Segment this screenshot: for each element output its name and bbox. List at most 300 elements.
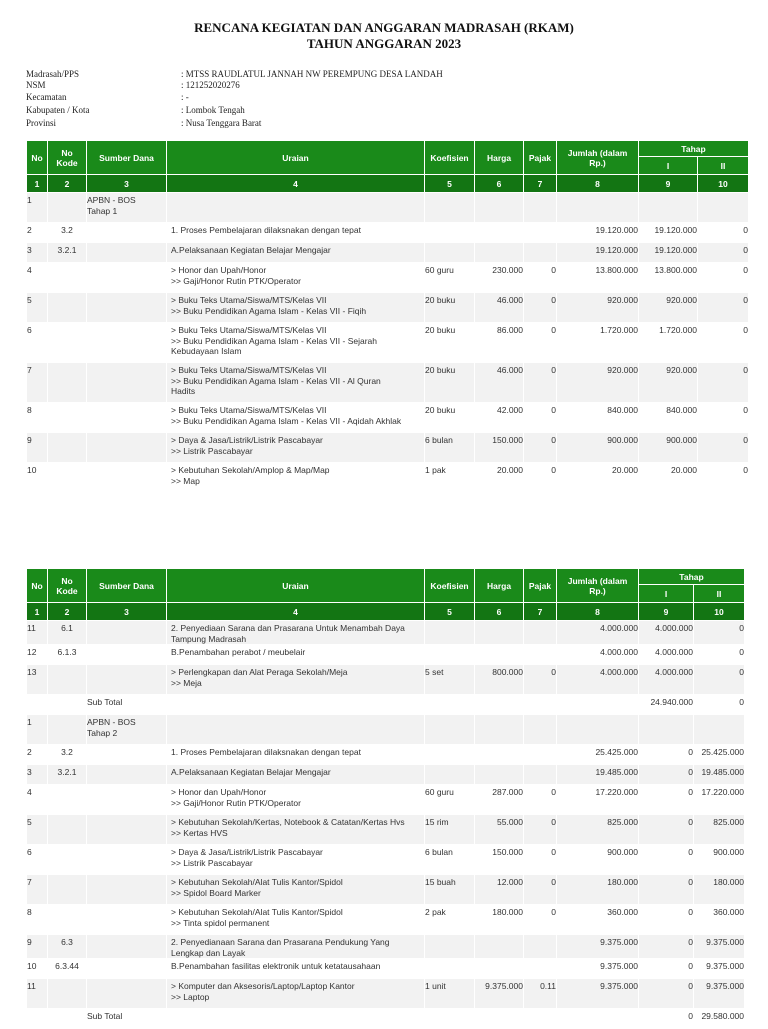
row-kode: 3.2 (48, 745, 87, 765)
row-jumlah: 9.375.000 (557, 979, 639, 1009)
row-uraian (167, 323, 425, 363)
row-harga (475, 621, 524, 645)
row-uraian (167, 665, 425, 695)
row-jumlah: 1.720.000 (557, 323, 639, 363)
row-tahap-2: 29.580.000 (694, 1009, 745, 1029)
uraian-line: A.Pelaksanaan Kegiatan Belajar Mengajar (171, 767, 331, 777)
col-number: 6 (475, 603, 524, 621)
uraian-line: > Perlengkapan dan Alat Peraga Sekolah/Meja (171, 667, 348, 677)
uraian-line: >> Kertas HVS (171, 827, 228, 838)
row-koefisien (425, 645, 475, 665)
row-number: 8 (27, 403, 48, 433)
info-label: Provinsi (26, 118, 57, 129)
row-tahap-2: 180.000 (694, 875, 745, 905)
row-pajak: 0.11 (524, 979, 557, 1009)
table-row (27, 745, 745, 765)
info-value: : Lombok Tengah (181, 105, 245, 116)
col-number: 8 (557, 603, 639, 621)
col-number: 7 (524, 603, 557, 621)
table-row (27, 621, 745, 645)
row-pajak (524, 935, 557, 959)
row-tahap-2: 0 (698, 463, 749, 493)
row-pajak: 0 (524, 403, 557, 433)
row-jumlah: 9.375.000 (557, 935, 639, 959)
row-tahap-1 (639, 193, 698, 223)
row-harga: 86.000 (475, 323, 524, 363)
uraian-line: >> Listrik Pascabayar (171, 445, 253, 456)
uraian-line: >> Meja (171, 677, 202, 688)
row-sumber-dana (87, 433, 167, 463)
row-kode (48, 845, 87, 875)
row-harga (475, 223, 524, 243)
col-number: 10 (694, 603, 745, 621)
row-pajak: 0 (524, 815, 557, 845)
row-tahap-2: 0 (698, 363, 749, 403)
uraian-line: >> Tinta spidol permanent (171, 917, 270, 928)
col-number: 6 (475, 175, 524, 193)
col-jumlah: Jumlah (dalam Rp.) (557, 569, 639, 603)
row-sumber-dana (87, 715, 167, 745)
row-sumber-dana (87, 905, 167, 935)
row-harga: 42.000 (475, 403, 524, 433)
row-koefisien: 20 buku (425, 293, 475, 323)
table-header (27, 569, 745, 621)
row-tahap-2: 825.000 (694, 815, 745, 845)
row-jumlah (557, 1009, 639, 1029)
row-harga (475, 695, 524, 715)
row-tahap-1: 4.000.000 (639, 665, 694, 695)
row-jumlah: 180.000 (557, 875, 639, 905)
row-pajak: 0 (524, 323, 557, 363)
row-pajak: 0 (524, 785, 557, 815)
info-label: NSM (26, 79, 46, 90)
row-sumber-dana (87, 845, 167, 875)
row-koefisien (425, 223, 475, 243)
row-jumlah: 25.425.000 (557, 745, 639, 765)
row-tahap-2: 25.425.000 (694, 745, 745, 765)
row-tahap-1: 20.000 (639, 463, 698, 493)
row-tahap-1: 19.120.000 (639, 243, 698, 263)
row-jumlah: 17.220.000 (557, 785, 639, 815)
col-tahap-2: II (694, 585, 745, 603)
row-jumlah: 900.000 (557, 433, 639, 463)
row-tahap-2: 19.485.000 (694, 765, 745, 785)
col-harga: Harga (475, 141, 524, 175)
table-row (27, 785, 745, 815)
report-subtitle: TAHUN ANGGARAN 2023 (306, 36, 462, 51)
col-koefisien: Koefisien (425, 141, 475, 175)
row-tahap-2: 0 (698, 243, 749, 263)
col-number: 9 (639, 175, 698, 193)
row-kode (48, 463, 87, 493)
col-no: No (27, 569, 48, 603)
col-tahap: Tahap (639, 141, 749, 157)
row-number: 5 (27, 293, 48, 323)
row-kode: 6.3 (48, 935, 87, 959)
row-uraian (167, 263, 425, 293)
row-pajak (524, 193, 557, 223)
row-number: 3 (27, 243, 48, 263)
row-sumber-dana (87, 765, 167, 785)
uraian-line: >> Spidol Board Marker (171, 887, 261, 898)
table-row (27, 363, 749, 403)
uraian-line: A.Pelaksanaan Kegiatan Belajar Mengajar (171, 245, 331, 255)
row-koefisien (425, 959, 475, 979)
row-kode (48, 363, 87, 403)
row-sumber-dana (87, 223, 167, 243)
row-pajak (524, 695, 557, 715)
col-pajak: Pajak (524, 569, 557, 603)
row-pajak (524, 765, 557, 785)
row-kode: 3.2.1 (48, 765, 87, 785)
row-uraian (167, 193, 425, 223)
row-koefisien (425, 193, 475, 223)
row-koefisien: 2 pak (425, 905, 475, 935)
uraian-line: B.Penambahan perabot / meubelair (171, 647, 306, 657)
row-number: 1 (27, 193, 48, 223)
row-harga: 20.000 (475, 463, 524, 493)
uraian-line: >> Listrik Pascabayar (171, 857, 253, 868)
table-row (27, 323, 749, 363)
table-row (27, 193, 749, 223)
col-number: 3 (87, 603, 167, 621)
row-sumber-dana (87, 363, 167, 403)
row-kode: 6.1.3 (48, 645, 87, 665)
uraian-line: >> Buku Pendidikan Agama Islam - Kelas VII - Sejarah (171, 335, 378, 346)
row-jumlah: 920.000 (557, 363, 639, 403)
row-number: 8 (27, 905, 48, 935)
uraian-line: 2. Penyediaan Sarana dan Prasarana Untuk Menambah Daya Tampung Madrasah (171, 623, 405, 644)
row-kode (48, 815, 87, 845)
row-jumlah: 20.000 (557, 463, 639, 493)
row-number: 10 (27, 959, 48, 979)
row-tahap-2: 900.000 (694, 845, 745, 875)
table-row (27, 223, 749, 243)
row-jumlah: 9.375.000 (557, 959, 639, 979)
row-tahap-1: 4.000.000 (639, 621, 694, 645)
row-sumber-dana (87, 293, 167, 323)
row-uraian (167, 979, 425, 1009)
col-number: 3 (87, 175, 167, 193)
row-pajak: 0 (524, 263, 557, 293)
row-sumber-dana (87, 665, 167, 695)
row-harga (475, 765, 524, 785)
uraian-line: >> Gaji/Honor Rutin PTK/Operator (171, 797, 301, 808)
row-jumlah: 920.000 (557, 293, 639, 323)
uraian-line: > Daya & Jasa/Listrik/Listrik Pascabayar (171, 435, 323, 445)
col-kode: No Kode (48, 569, 87, 603)
row-number: 13 (27, 665, 48, 695)
row-number: 3 (27, 765, 48, 785)
row-uraian (167, 363, 425, 403)
row-kode (48, 979, 87, 1009)
row-number: 7 (27, 363, 48, 403)
row-uraian (167, 959, 425, 979)
row-kode (48, 193, 87, 223)
row-pajak: 0 (524, 665, 557, 695)
row-tahap-1: 900.000 (639, 433, 698, 463)
col-sumber-dana: Sumber Dana (87, 569, 167, 603)
info-label: Madrasah/PPS (26, 69, 80, 79)
row-pajak (524, 223, 557, 243)
table-row (27, 979, 745, 1009)
row-kode: 3.2 (48, 223, 87, 243)
row-tahap-2: 0 (698, 293, 749, 323)
row-uraian (167, 463, 425, 493)
row-kode (48, 875, 87, 905)
row-jumlah: 4.000.000 (557, 665, 639, 695)
row-tahap-2: 0 (698, 263, 749, 293)
row-pajak (524, 243, 557, 263)
table-row (27, 695, 745, 715)
row-tahap-2 (694, 715, 745, 745)
row-pajak: 0 (524, 363, 557, 403)
row-tahap-1: 0 (639, 845, 694, 875)
row-koefisien: 5 set (425, 665, 475, 695)
row-harga: 12.000 (475, 875, 524, 905)
row-jumlah (557, 193, 639, 223)
row-uraian (167, 715, 425, 745)
row-tahap-2: 0 (694, 665, 745, 695)
table-row (27, 815, 745, 845)
row-tahap-2: 360.000 (694, 905, 745, 935)
info-label: Kecamatan (26, 92, 67, 103)
uraian-line: > Daya & Jasa/Listrik/Listrik Pascabayar (171, 847, 323, 857)
row-number: 6 (27, 845, 48, 875)
row-sumber-dana (87, 935, 167, 959)
row-number: 7 (27, 875, 48, 905)
row-koefisien: 60 guru (425, 263, 475, 293)
report-title: RENCANA KEGIATAN DAN ANGGARAN MADRASAH (RKAM) (194, 20, 574, 35)
row-tahap-2: 9.375.000 (694, 935, 745, 959)
row-number: 9 (27, 433, 48, 463)
row-harga (475, 1009, 524, 1029)
row-jumlah: 13.800.000 (557, 263, 639, 293)
row-number: 6 (27, 323, 48, 363)
row-kode (48, 715, 87, 745)
row-harga: 287.000 (475, 785, 524, 815)
row-tahap-1: 0 (639, 745, 694, 765)
uraian-line: > Buku Teks Utama/Siswa/MTS/Kelas VII (171, 365, 327, 375)
row-sumber-dana (87, 323, 167, 363)
row-tahap-1: 920.000 (639, 363, 698, 403)
row-sumber-dana (87, 695, 167, 715)
uraian-line: > Honor dan Upah/Honor (171, 265, 267, 275)
row-harga (475, 745, 524, 765)
row-uraian (167, 815, 425, 845)
row-sumber-dana (87, 463, 167, 493)
row-jumlah: 900.000 (557, 845, 639, 875)
row-number: 11 (27, 979, 48, 1009)
row-pajak (524, 1009, 557, 1029)
row-tahap-2: 0 (694, 695, 745, 715)
row-jumlah: 825.000 (557, 815, 639, 845)
row-tahap-1 (639, 715, 694, 745)
uraian-line: > Kebutuhan Sekolah/Kertas, Notebook & Catatan/Kertas Hvs (171, 817, 405, 827)
table-row (27, 293, 749, 323)
sumber-line: APBN - BOS (87, 717, 136, 727)
row-sumber-dana (87, 979, 167, 1009)
row-kode (48, 433, 87, 463)
row-sumber-dana (87, 645, 167, 665)
uraian-line: >> Buku Pendidikan Agama Islam - Kelas VII - Al Quran (171, 375, 381, 386)
row-harga (475, 935, 524, 959)
uraian-line: 1. Proses Pembelajaran dilaksnakan dengan tepat (171, 747, 361, 757)
col-no: No (27, 141, 48, 175)
row-kode (48, 695, 87, 715)
row-uraian (167, 875, 425, 905)
row-tahap-1: 0 (639, 815, 694, 845)
row-koefisien: 6 bulan (425, 433, 475, 463)
table-row (27, 665, 745, 695)
row-sumber-dana (87, 263, 167, 293)
uraian-line: > Kebutuhan Sekolah/Amplop & Map/Map (171, 465, 330, 475)
row-sumber-dana (87, 959, 167, 979)
row-number (27, 1009, 48, 1029)
uraian-line: Kebudayaan Islam (171, 346, 242, 356)
row-number: 4 (27, 263, 48, 293)
row-uraian (167, 645, 425, 665)
row-harga: 46.000 (475, 363, 524, 403)
row-tahap-1: 920.000 (639, 293, 698, 323)
uraian-line: B.Penambahan fasilitas elektronik untuk ketatausahaan (171, 961, 381, 971)
row-tahap-1: 0 (639, 935, 694, 959)
row-jumlah: 840.000 (557, 403, 639, 433)
table-row (27, 935, 745, 959)
row-uraian (167, 1009, 425, 1029)
row-uraian (167, 695, 425, 715)
uraian-line: >> Buku Pendidikan Agama Islam - Kelas VII - Aqidah Akhlak (171, 415, 402, 426)
row-koefisien (425, 621, 475, 645)
row-harga: 800.000 (475, 665, 524, 695)
table-row (27, 243, 749, 263)
row-pajak: 0 (524, 293, 557, 323)
row-tahap-1: 0 (639, 979, 694, 1009)
row-tahap-2: 0 (694, 621, 745, 645)
info-value: : 121252020276 (181, 79, 240, 90)
row-kode (48, 323, 87, 363)
row-kode: 6.3.44 (48, 959, 87, 979)
row-tahap-1: 0 (639, 785, 694, 815)
table-row (27, 845, 745, 875)
uraian-line: > Honor dan Upah/Honor (171, 787, 267, 797)
info-value: : - (181, 92, 189, 103)
uraian-line: >> Buku Pendidikan Agama Islam - Kelas VII - Fiqih (171, 305, 367, 316)
col-number: 1 (27, 175, 48, 193)
row-tahap-1: 0 (639, 959, 694, 979)
row-koefisien (425, 243, 475, 263)
row-tahap-2: 0 (698, 223, 749, 243)
row-uraian (167, 403, 425, 433)
uraian-line: > Kebutuhan Sekolah/Alat Tulis Kantor/Spidol (171, 907, 343, 917)
info-label: Kabupaten / Kota (26, 105, 90, 116)
sumber-line: Sub Total (87, 697, 123, 707)
row-tahap-1: 0 (639, 905, 694, 935)
row-koefisien: 6 bulan (425, 845, 475, 875)
row-harga (475, 193, 524, 223)
col-jumlah: Jumlah (dalam Rp.) (557, 141, 639, 175)
row-koefisien: 15 rim (425, 815, 475, 845)
uraian-line: > Buku Teks Utama/Siswa/MTS/Kelas VII (171, 295, 327, 305)
uraian-line: > Komputer dan Aksesoris/Laptop/Laptop Kantor (171, 981, 355, 991)
row-number: 11 (27, 621, 48, 645)
table-row (27, 715, 745, 745)
row-uraian (167, 935, 425, 959)
budget-table-page2 (26, 568, 745, 1029)
row-pajak: 0 (524, 463, 557, 493)
info-value: : MTSS RAUDLATUL JANNAH NW PEREMPUNG DESA LANDAH (181, 69, 443, 79)
row-kode (48, 665, 87, 695)
table-header (27, 141, 749, 193)
row-sumber-dana (87, 745, 167, 765)
row-harga: 230.000 (475, 263, 524, 293)
row-pajak (524, 645, 557, 665)
row-tahap-1: 0 (639, 875, 694, 905)
row-uraian (167, 845, 425, 875)
row-tahap-2: 0 (694, 645, 745, 665)
row-jumlah (557, 715, 639, 745)
uraian-line: > Buku Teks Utama/Siswa/MTS/Kelas VII (171, 405, 327, 415)
row-number: 10 (27, 463, 48, 493)
row-kode: 6.1 (48, 621, 87, 645)
row-tahap-1: 4.000.000 (639, 645, 694, 665)
col-harga: Harga (475, 569, 524, 603)
col-uraian: Uraian (167, 569, 425, 603)
table-row (27, 1009, 745, 1029)
row-koefisien: 60 guru (425, 785, 475, 815)
uraian-line: > Kebutuhan Sekolah/Alat Tulis Kantor/Spidol (171, 877, 343, 887)
row-tahap-1: 13.800.000 (639, 263, 698, 293)
row-pajak: 0 (524, 905, 557, 935)
table-row (27, 905, 745, 935)
sumber-line: Tahap 1 (87, 205, 118, 216)
row-koefisien: 1 unit (425, 979, 475, 1009)
row-uraian (167, 243, 425, 263)
row-tahap-2: 0 (698, 403, 749, 433)
uraian-line: > Buku Teks Utama/Siswa/MTS/Kelas VII (171, 325, 327, 335)
row-kode (48, 293, 87, 323)
row-koefisien (425, 935, 475, 959)
row-uraian (167, 433, 425, 463)
row-koefisien: 15 buah (425, 875, 475, 905)
row-tahap-1: 1.720.000 (639, 323, 698, 363)
row-harga (475, 715, 524, 745)
table-row (27, 765, 745, 785)
row-pajak (524, 621, 557, 645)
col-number: 9 (639, 603, 694, 621)
row-jumlah: 4.000.000 (557, 621, 639, 645)
row-tahap-1: 0 (639, 765, 694, 785)
row-number: 2 (27, 223, 48, 243)
row-tahap-2: 9.375.000 (694, 959, 745, 979)
row-kode (48, 785, 87, 815)
row-jumlah: 19.485.000 (557, 765, 639, 785)
row-jumlah (557, 695, 639, 715)
row-harga: 55.000 (475, 815, 524, 845)
row-harga (475, 959, 524, 979)
row-sumber-dana (87, 243, 167, 263)
table-row (27, 463, 749, 493)
row-jumlah: 360.000 (557, 905, 639, 935)
info-value: : Nusa Tenggara Barat (181, 118, 262, 129)
row-harga: 150.000 (475, 845, 524, 875)
uraian-line: >> Laptop (171, 991, 210, 1002)
row-jumlah: 19.120.000 (557, 243, 639, 263)
row-jumlah: 19.120.000 (557, 223, 639, 243)
row-pajak (524, 715, 557, 745)
row-koefisien: 1 pak (425, 463, 475, 493)
col-koefisien: Koefisien (425, 569, 475, 603)
